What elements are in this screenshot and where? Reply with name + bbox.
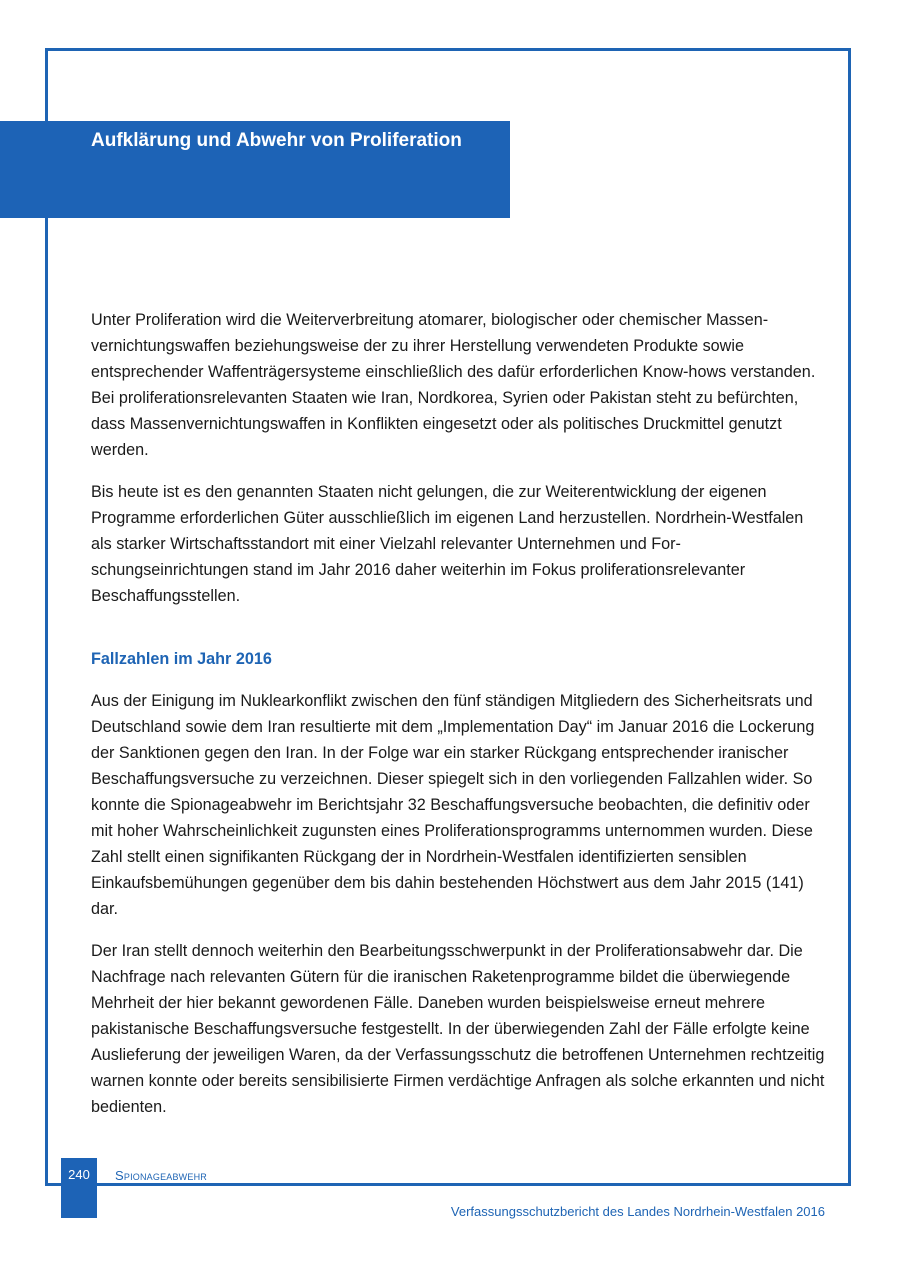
body-paragraph-2: Bis heute ist es den genannten Staaten nicht gelungen, die zur Weiterentwicklung der eigenen Programme erforderlichen Güter ausschließlich im eigenen Land herzustellen. Nordrhein-Westfalen als starker Wirtschaftsstandort mit einer Vielzahl relevanter Unternehmen und Forschungseinrichtungen stand im Jahr 2016 daher weiterhin im Fokus proliferationsrelevanter Beschaffungsstellen. [91,483,804,605]
body-paragraph-3: Aus der Einigung im Nuklearkonflikt zwischen den fünf ständigen Mitgliedern des Sicherheitsrats und Deutschland sowie dem Iran resultierte mit dem „Implementation Day“ im Januar 2016 die Lockerung der Sanktionen gegen den Iran. In der Folge war ein starker Rückgang entsprechender iranischer Beschaffungsversuche zu verzeichnen. Dieser spiegelt sich in den vorliegenden Fallzahlen wider. So konnte die Spionageabwehr im Berichtsjahr 32 Beschaffungsversuche beobachten, die definitiv oder mit hoher Wahrscheinlichkeit zugunsten eines Proliferationsprogramms unternommen wurden. Diese Zahl stellt einen signifikanten Rückgang der in Nordrhein-Westfalen identifizierten sensiblen Einkaufsbemühungen gegenüber dem bis dahin bestehenden Höchstwert aus dem Jahr 2015 (141) dar. [91,692,815,918]
body-paragraph-1: Unter Proliferation wird die Weiterverbreitung atomarer, biologischer oder chemischer Massenvernichtungswaffen beziehungsweise der zu ihrer Herstellung verwendeten Produkte sowie entsprechender Waffenträgersysteme einschließlich des dafür erforderlichen Know-hows verstanden. Bei proliferationsrelevanten Staaten wie Iran, Nordkorea, Syrien oder Pakistan steht zu befürchten, dass Massenvernichtungswaffen in Konflikten eingesetzt oder als politisches Druckmittel genutzt werden. [91,311,816,459]
main-content [91,307,825,1136]
body-paragraph-4: Der Iran stellt dennoch weiterhin den Bearbeitungsschwerpunkt in der Proliferationsabwehr dar. Die Nachfrage nach relevanten Gütern für die iranischen Raketenprogramme bildet die überwiegende Mehrheit der hier bekannt gewordenen Fälle. Daneben wurden beispielsweise erneut mehrere pakistanische Beschaffungsversuche festgestellt. In der überwiegenden Zahl der Fälle erfolgte keine Auslieferung der jeweiligen Waren, da der Verfassungsschutz die betroffenen Unternehmen rechtzeitig warnen konnte oder bereits sensibilisierte Firmen verdächtige Anfragen als solche erkannten und nicht bedienten. [91,942,825,1116]
section-heading: Fallzahlen im Jahr 2016 [91,650,272,668]
footer-section-label: Spionageabwehr [115,1168,207,1183]
page-title: Aufklärung und Abwehr von Proliferation [91,130,462,151]
footer-report-title: Verfassungsschutzbericht des Landes Nordrhein-Westfalen 2016 [450,1204,825,1219]
page-number: 240 [68,1167,90,1182]
